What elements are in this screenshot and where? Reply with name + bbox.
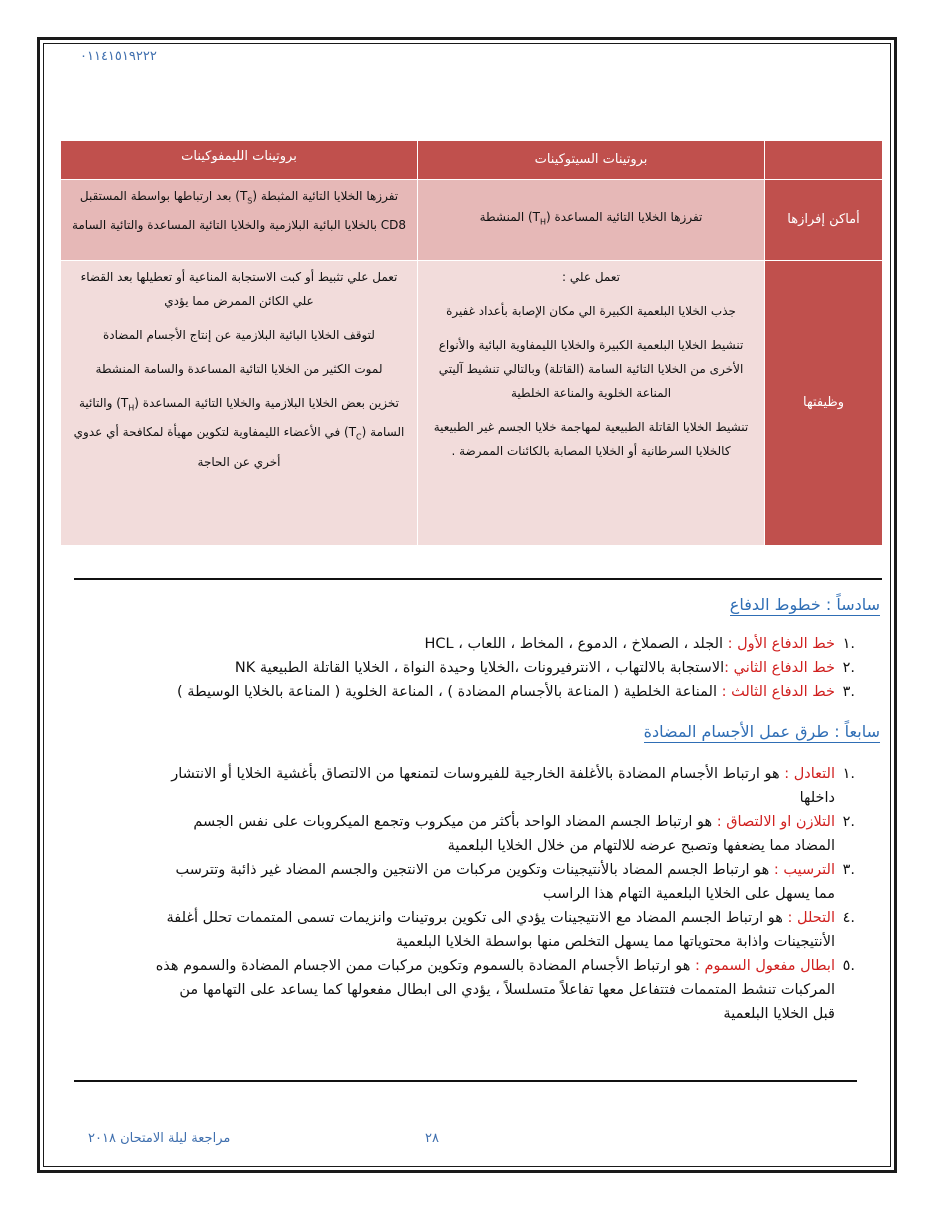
antibody-actions-list bbox=[155, 762, 855, 1026]
item-label: التحلل : bbox=[787, 910, 835, 926]
item-text: هو ارتباط الأجسام المضادة بالسموم وتكوين مركبات ممن الاجسام المضادة والسموم هذه المركبات تنشط المتممات فتتفاعل معها تفاعلاً متسلسلاً ، يؤدي الى ابطال مفعولها كما يساعد على التهامها من قبل الخلايا البلعمية bbox=[155, 958, 835, 1022]
text-part: تفرزها الخلايا التائية المثبطة (T bbox=[239, 189, 399, 203]
item-number: .٤ bbox=[842, 910, 855, 926]
table-header-cytokines: بروتينات السيتوكينات bbox=[418, 141, 765, 180]
item-label: التلازن او الالتصاق : bbox=[716, 814, 835, 830]
subscript: H bbox=[128, 403, 135, 413]
divider-top bbox=[74, 578, 882, 580]
text-part: تخزين بعض الخلايا البلازمية والخلايا التائية المساعدة (T bbox=[120, 396, 400, 410]
item-label: التعادل : bbox=[784, 766, 835, 782]
text-part: ) في الأعضاء الليمفاوية لتكوين مهيأة لمكافحة أي عدوي أخري عن الحاجة bbox=[73, 425, 349, 469]
item-text: هو ارتباط الجسم المضاد مع الانتيجينات يؤدي الى تكوين بروتينات وانزيمات تسمى المتممات تحلل أغلفة الأنتيجينات واذابة محتوياتها مما يسهل التخلص منها بواسطة الخلايا البلعمية bbox=[166, 910, 835, 950]
row-label-secretion: أماكن إفرازها bbox=[765, 180, 883, 261]
table-header-corner bbox=[765, 141, 883, 180]
subscript: S bbox=[247, 196, 253, 206]
item-text: الاستجابة بالالتهاب ، الانترفيرونات ،الخلايا وحيدة النواة ، الخلايا القاتلة الطبيعية NK bbox=[234, 660, 725, 676]
item-text: المناعة الخلطية ( المناعة بالأجسام المضادة ) ، المناعة الخلوية ( المناعة بالخلايا الوسيطة ) bbox=[177, 684, 722, 700]
item-text: هو ارتباط الجسم المضاد بالأنتيجينات وتكوين مركبات من الانتجين والجسم المضاد غير ذائبة وتترسب مما يسهل على الخلايا البلعمية التهام هذا الراسب bbox=[175, 862, 835, 902]
cytokines-table bbox=[60, 140, 883, 546]
cytokines-secretion-cell bbox=[418, 180, 765, 261]
cytokines-function-cell bbox=[418, 261, 765, 546]
row-label-function: وظيفتها bbox=[765, 261, 883, 546]
item-number: .١ bbox=[842, 636, 855, 652]
function-paragraph: تعمل علي تثبيط أو كبت الاستجابة المناعية أو تعطيلها بعد القضاء علي الكائن الممرض مما يؤدي bbox=[80, 270, 398, 308]
list-item bbox=[85, 632, 855, 656]
item-number: .٣ bbox=[842, 684, 855, 700]
function-paragraph: جذب الخلايا البلعمية الكبيرة الي مكان الإصابة بأعداد غفيرة bbox=[446, 304, 736, 318]
list-item bbox=[85, 680, 855, 704]
lymphokines-secretion-cell bbox=[61, 180, 418, 261]
item-number: .٥ bbox=[842, 958, 855, 974]
page-number: ٢٨ bbox=[425, 1131, 439, 1146]
function-paragraph: لتوقف الخلايا البائية البلازمية عن إنتاج الأجسام المضادة bbox=[103, 328, 375, 342]
phone-number: ٠١١٤١٥١٩٢٢٢ bbox=[80, 49, 157, 64]
item-number: .٣ bbox=[842, 862, 855, 878]
item-label: خط الدفاع الأول : bbox=[727, 636, 835, 652]
list-item bbox=[85, 656, 855, 680]
footer-title: مراجعة ليلة الامتحان ٢٠١٨ bbox=[88, 1131, 231, 1146]
function-paragraph: لموت الكثير من الخلايا التائية المساعدة والسامة المنشطة bbox=[95, 362, 383, 376]
item-label: خط الدفاع الثاني : bbox=[724, 660, 835, 676]
list-item bbox=[155, 858, 855, 906]
item-number: .١ bbox=[842, 766, 855, 782]
text-part: تفرزها الخلايا التائية المساعدة (T bbox=[532, 210, 703, 225]
table-header-lymphokines: بروتينات الليمفوكينات bbox=[61, 141, 418, 180]
list-item bbox=[155, 906, 855, 954]
item-label: الترسيب : bbox=[773, 862, 835, 878]
function-paragraph: تنشيط الخلايا البلعمية الكبيرة والخلايا الليمفاوية البائية والأنواع الأخرى من الخلايا التائية السامة (القاتلة) وبالتالي تنشيط آليتي المناعة الخلوية والمناعة الخلطية bbox=[438, 338, 744, 400]
lymphokines-function-cell bbox=[61, 261, 418, 546]
item-text: هو ارتباط الأجسام المضادة بالأغلفة الخارجية للفيروسات لتمنعها من الالتصاق بأغشية الخلايا أو الانتشار داخلها bbox=[171, 766, 835, 806]
item-label: ابطال مفعول السموم : bbox=[695, 958, 835, 974]
divider-bottom bbox=[74, 1080, 857, 1082]
defense-lines-list bbox=[85, 632, 855, 704]
item-text: هو ارتباط الجسم المضاد الواحد بأكثر من ميكروب وتجمع الميكروبات على نفس الجسم المضاد مما يضعفها وتصبح عرضه للالتهام من خلال الخلايا البلعمية bbox=[193, 814, 835, 854]
list-item bbox=[155, 954, 855, 1026]
subscript: C bbox=[356, 432, 362, 442]
subscript: H bbox=[540, 217, 547, 227]
item-label: خط الدفاع الثالث : bbox=[721, 684, 835, 700]
item-number: .٢ bbox=[842, 660, 855, 676]
section7-heading: سابعاً : طرق عمل الأجسام المضادة bbox=[643, 722, 880, 741]
text-part: ) المنشطة bbox=[479, 210, 533, 225]
item-text: الجلد ، الصملاخ ، الدموع ، المخاط ، اللعاب ، HCL bbox=[424, 636, 728, 652]
list-item bbox=[155, 810, 855, 858]
item-number: .٢ bbox=[842, 814, 855, 830]
function-paragraph: تنشيط الخلايا القاتلة الطبيعية لمهاجمة خلايا الجسم غير الطبيعية كالخلايا السرطانية أو الخلايا المصابة بالكائنات الممرضة . bbox=[433, 420, 749, 458]
section6-heading: سادساً : خطوط الدفاع bbox=[729, 595, 880, 614]
function-paragraph: تعمل علي : bbox=[562, 270, 620, 284]
list-item bbox=[155, 762, 855, 810]
text-part: ) بعد ارتباطها بواسطة المستقبل CD8 بالخلايا البائية البلازمية والخلايا التائية المساعدة والتائية السامة bbox=[71, 189, 407, 233]
function-paragraph bbox=[71, 391, 407, 474]
text-part: ) والتائية السامة (T bbox=[78, 396, 405, 440]
